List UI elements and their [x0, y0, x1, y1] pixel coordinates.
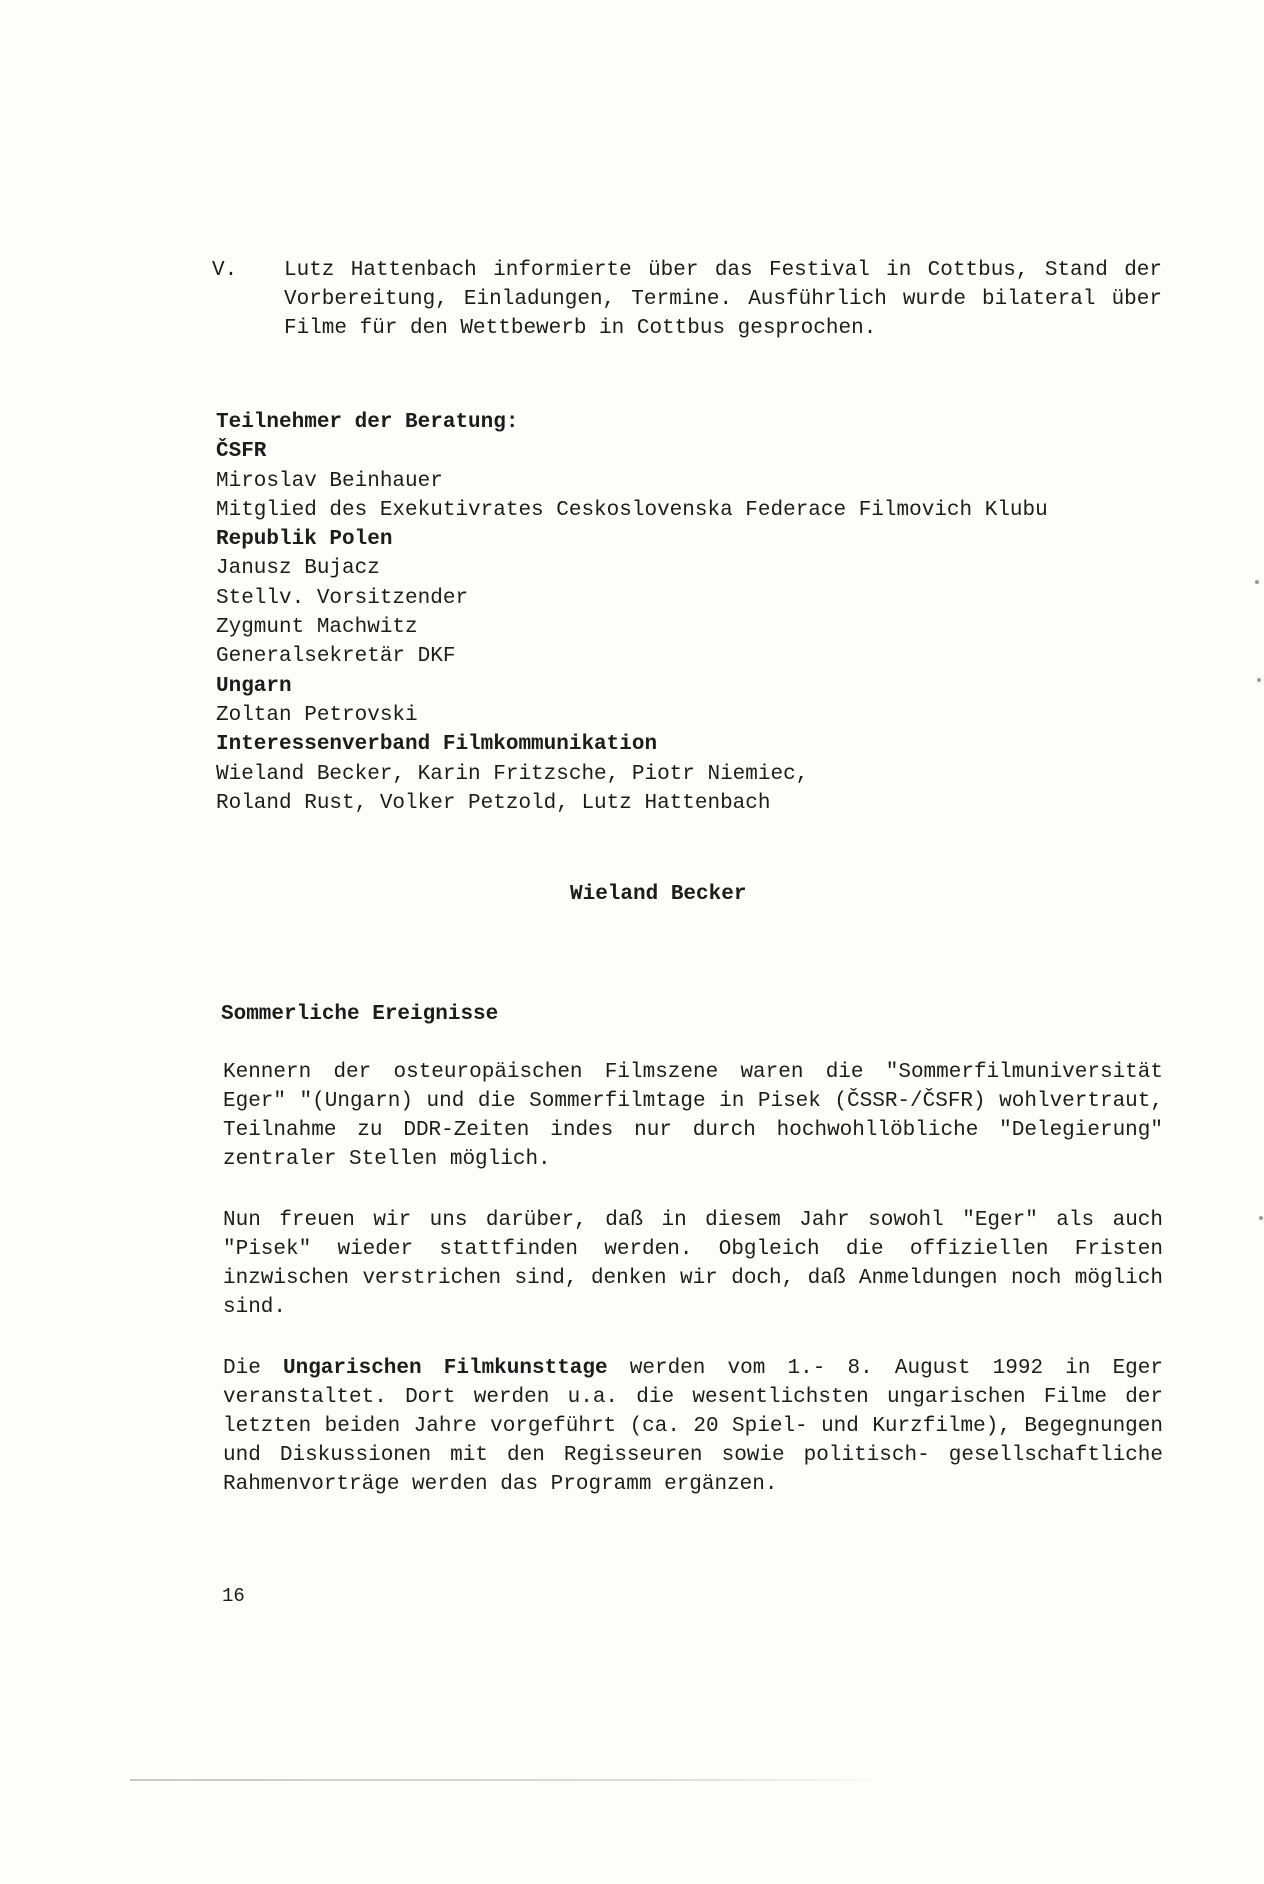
section-v-text: Lutz Hattenbach informierte über das Festival in Cottbus, Stand der Vorbereitung, Einladungen, Termine. Ausführlich wurde bilateral über Filme für den Wettbewerb in Cottbus gesprochen.	[284, 259, 1162, 340]
participant-line: Wieland Becker, Karin Fritzsche, Piotr Niemiec,	[216, 762, 809, 786]
participants-list	[216, 408, 1176, 818]
participant-line: Roland Rust, Volker Petzold, Lutz Hattenbach	[216, 791, 771, 815]
article-paragraph-2: Nun freuen wir uns darüber, daß in diesem Jahr sowohl "Eger" als auch "Pisek" wieder stattfinden werden. Obgleich die offiziellen Fristen inzwischen verstrichen sind, denken wir doch, daß Anmeldungen noch möglich sind.	[223, 1209, 1163, 1319]
participants-heading: Teilnehmer der Beratung:	[216, 411, 519, 434]
participant-line: Zoltan Petrovski	[216, 703, 418, 727]
participant-line: Zygmunt Machwitz	[216, 616, 418, 640]
participant-line: Generalsekretär DKF	[216, 645, 456, 669]
page-number: 16	[222, 1585, 245, 1607]
scan-speck	[1259, 1216, 1263, 1220]
participant-group-heading: Ungarn	[216, 674, 292, 698]
section-number: V.	[212, 259, 238, 282]
participant-line: Stellv. Vorsitzender	[216, 586, 469, 610]
participant-line: Miroslav Beinhauer	[216, 469, 443, 493]
participant-line: Janusz Bujacz	[216, 557, 380, 581]
article-heading: Sommerliche Ereignisse	[221, 1003, 499, 1026]
scan-speck	[1255, 580, 1259, 584]
participant-group-heading: Interessenverband Filmkommunikation	[216, 733, 658, 757]
participant-lines	[216, 437, 1176, 818]
author-name: Wieland Becker	[570, 883, 747, 906]
p3-prefix: Die	[223, 1357, 283, 1380]
scan-edge-line	[130, 1779, 900, 1781]
participant-group-heading: ČSFR	[216, 440, 267, 464]
scan-speck	[1257, 678, 1261, 682]
article-paragraph-3	[223, 1354, 1163, 1499]
article-paragraph-1: Kennern der osteuropäischen Filmszene waren die "Sommerfilmuniversität Eger" "(Ungarn) und die Sommerfilmtage in Pisek (ČSSR-/ČSFR) wohlvertraut, Teilnahme zu DDR-Zeiten indes nur durch hochwohllöbliche "Delegierung" zentraler Stellen möglich.	[223, 1061, 1163, 1171]
p3-rest: werden vom 1.- 8. August 1992 in Eger veranstaltet. Dort werden u.a. die wesentlichsten ungarischen Filme der letzten beiden Jahre vorgeführt (ca. 20 Spiel- und Kurzfilme), Begegnungen und Diskussionen mit den Regisseuren sowie politisch- gesellschaftliche Rahmenvorträge werden das Programm ergänzen.	[223, 1357, 1163, 1496]
participant-group-heading: Republik Polen	[216, 528, 393, 552]
participant-line: Mitglied des Exekutivrates Ceskoslovenska Federace Filmovich Klubu	[216, 498, 1048, 522]
p3-bold-term: Ungarischen Filmkunsttage	[282, 1357, 608, 1380]
